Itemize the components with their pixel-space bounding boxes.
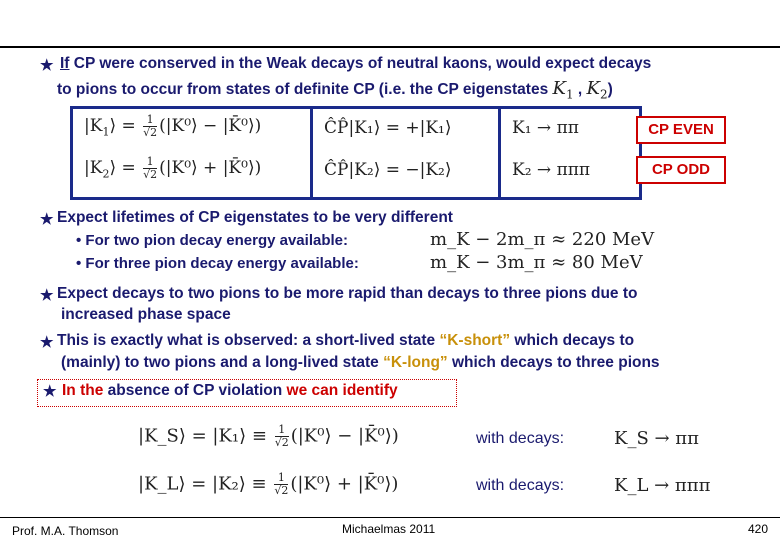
footer-term: Michaelmas 2011 xyxy=(342,522,436,536)
decay-k1: K₁ → ππ xyxy=(512,118,579,138)
bullet2-sub1-math: m_K − 2m_π ≈ 220 MeV xyxy=(430,229,655,250)
bullet2-text: Expect lifetimes of CP eigenstates to be very different xyxy=(57,209,453,226)
with-decays-1: with decays: xyxy=(476,430,565,447)
decay-kl: K_L → πππ xyxy=(614,475,711,496)
frac-2 xyxy=(143,156,157,181)
eq-ks xyxy=(138,424,399,449)
eq-ks-lhs: |K_S⟩ = |K₁⟩ ≡ xyxy=(138,425,267,447)
bullet3-line2: increased phase space xyxy=(61,306,231,323)
eq-k1-def: $|K_1⟩$ = $\frac{1}{√2}$ (|K⁰⟩ − |K̄⁰⟩) xyxy=(84,113,262,139)
bullet1-line1-text: CP were conserved in the Weak decays of neutral kaons, would expect decays xyxy=(69,55,652,72)
bullet-star-icon: ★ xyxy=(43,383,57,400)
bullet-star-icon: ★ xyxy=(40,57,54,74)
frac-num: 1 xyxy=(275,424,289,437)
b4-l1-a: This is exactly what is observed: a short-lived state xyxy=(57,332,440,349)
bullet3-line1: Expect decays to two pions to be more rapid than decays to three pions due to xyxy=(57,285,638,302)
k1-symbol: K xyxy=(552,78,566,99)
bullet2-sub1: • For two pion decay energy available: xyxy=(76,232,348,249)
frac-num: 1 xyxy=(274,472,288,485)
eq-ks-rhs: (|K⁰⟩ − |K̄⁰⟩) xyxy=(290,425,399,447)
cp-k1: ĈP̂|K₁⟩ = +|K₁⟩ xyxy=(324,118,452,138)
sep: , xyxy=(573,81,587,98)
frac-num: 1 xyxy=(143,114,157,127)
k-short-label: “K-short” xyxy=(439,332,511,349)
cp-even-tag: CP EVEN xyxy=(636,116,726,144)
eq-k2-lhs-sub: 2 xyxy=(102,167,110,181)
eq-k1-lhs-sub: 1 xyxy=(102,125,110,139)
bullet-star-icon: ★ xyxy=(40,287,54,304)
b5-identify: we can identify xyxy=(286,382,398,399)
bullet1-line2-text: to pions to occur from states of definite CP (i.e. the CP eigenstates xyxy=(57,81,549,98)
b5-in-the: In the xyxy=(62,382,104,399)
b4-l1-c: which decays to xyxy=(510,332,635,349)
frac-den: √2 xyxy=(274,436,289,449)
footer-author: Prof. M.A. Thomson xyxy=(12,524,119,538)
k2-symbol: K xyxy=(586,78,600,99)
bullet4-line2 xyxy=(61,354,660,372)
bullet2-sub2: • For three pion decay energy available: xyxy=(76,255,359,272)
with-decays-2: with decays: xyxy=(476,477,565,494)
frac-num: 1 xyxy=(143,156,157,169)
bottom-rule xyxy=(0,517,780,518)
eq-k2-lhs: |K xyxy=(84,158,103,178)
bullet4-line1 xyxy=(57,332,634,350)
b4-l2-a: (mainly) to two pions and a long-lived state xyxy=(61,354,384,371)
k1-sub: 1 xyxy=(565,87,574,102)
frac-ks xyxy=(275,424,289,449)
frac-den: √2 xyxy=(143,168,158,181)
b4-l2-c: which decays to three pions xyxy=(447,354,660,371)
eq-kl-lhs: |K_L⟩ = |K₂⟩ ≡ xyxy=(138,473,267,495)
eq-kl-rhs: (|K⁰⟩ + |K̄⁰⟩) xyxy=(290,473,399,495)
k-long-label: “K-long” xyxy=(383,354,448,371)
cp-odd-tag: CP ODD xyxy=(636,156,726,184)
bullet1-line2 xyxy=(57,78,613,102)
close-paren: ) xyxy=(607,81,613,98)
b5-absence: absence of CP violation xyxy=(103,382,287,399)
frac-den: √2 xyxy=(274,484,289,497)
eq-k2-rhs: (|K⁰⟩ + |K̄⁰⟩) xyxy=(159,158,262,178)
eq-k2-def: $|K_2⟩$ = $\frac{1}{√2}$ (|K⁰⟩ + |K̄⁰⟩) xyxy=(84,155,262,181)
bullet1-line1 xyxy=(60,55,651,73)
eq-kl xyxy=(138,472,398,497)
bullet-star-icon: ★ xyxy=(40,334,54,351)
frac-1 xyxy=(143,114,157,139)
k2-sub: 2 xyxy=(600,87,608,102)
decay-ks: K_S → ππ xyxy=(614,428,699,449)
decay-k2: K₂ → πππ xyxy=(512,160,591,180)
footer-page: 420 xyxy=(748,522,769,536)
eq-k1-rhs: (|K⁰⟩ − |K̄⁰⟩) xyxy=(159,116,262,136)
bullet1-if: If xyxy=(60,55,70,72)
cp-k2: ĈP̂|K₂⟩ = −|K₂⟩ xyxy=(324,160,452,180)
bullet-star-icon: ★ xyxy=(40,211,54,228)
eq-k1-lhs: |K xyxy=(84,116,103,136)
top-rule xyxy=(0,46,780,48)
bullet5-text xyxy=(62,382,398,400)
bullet2-sub2-math: m_K − 3m_π ≈ 80 MeV xyxy=(430,252,643,273)
frac-den: √2 xyxy=(143,126,158,139)
frac-kl xyxy=(274,472,288,497)
